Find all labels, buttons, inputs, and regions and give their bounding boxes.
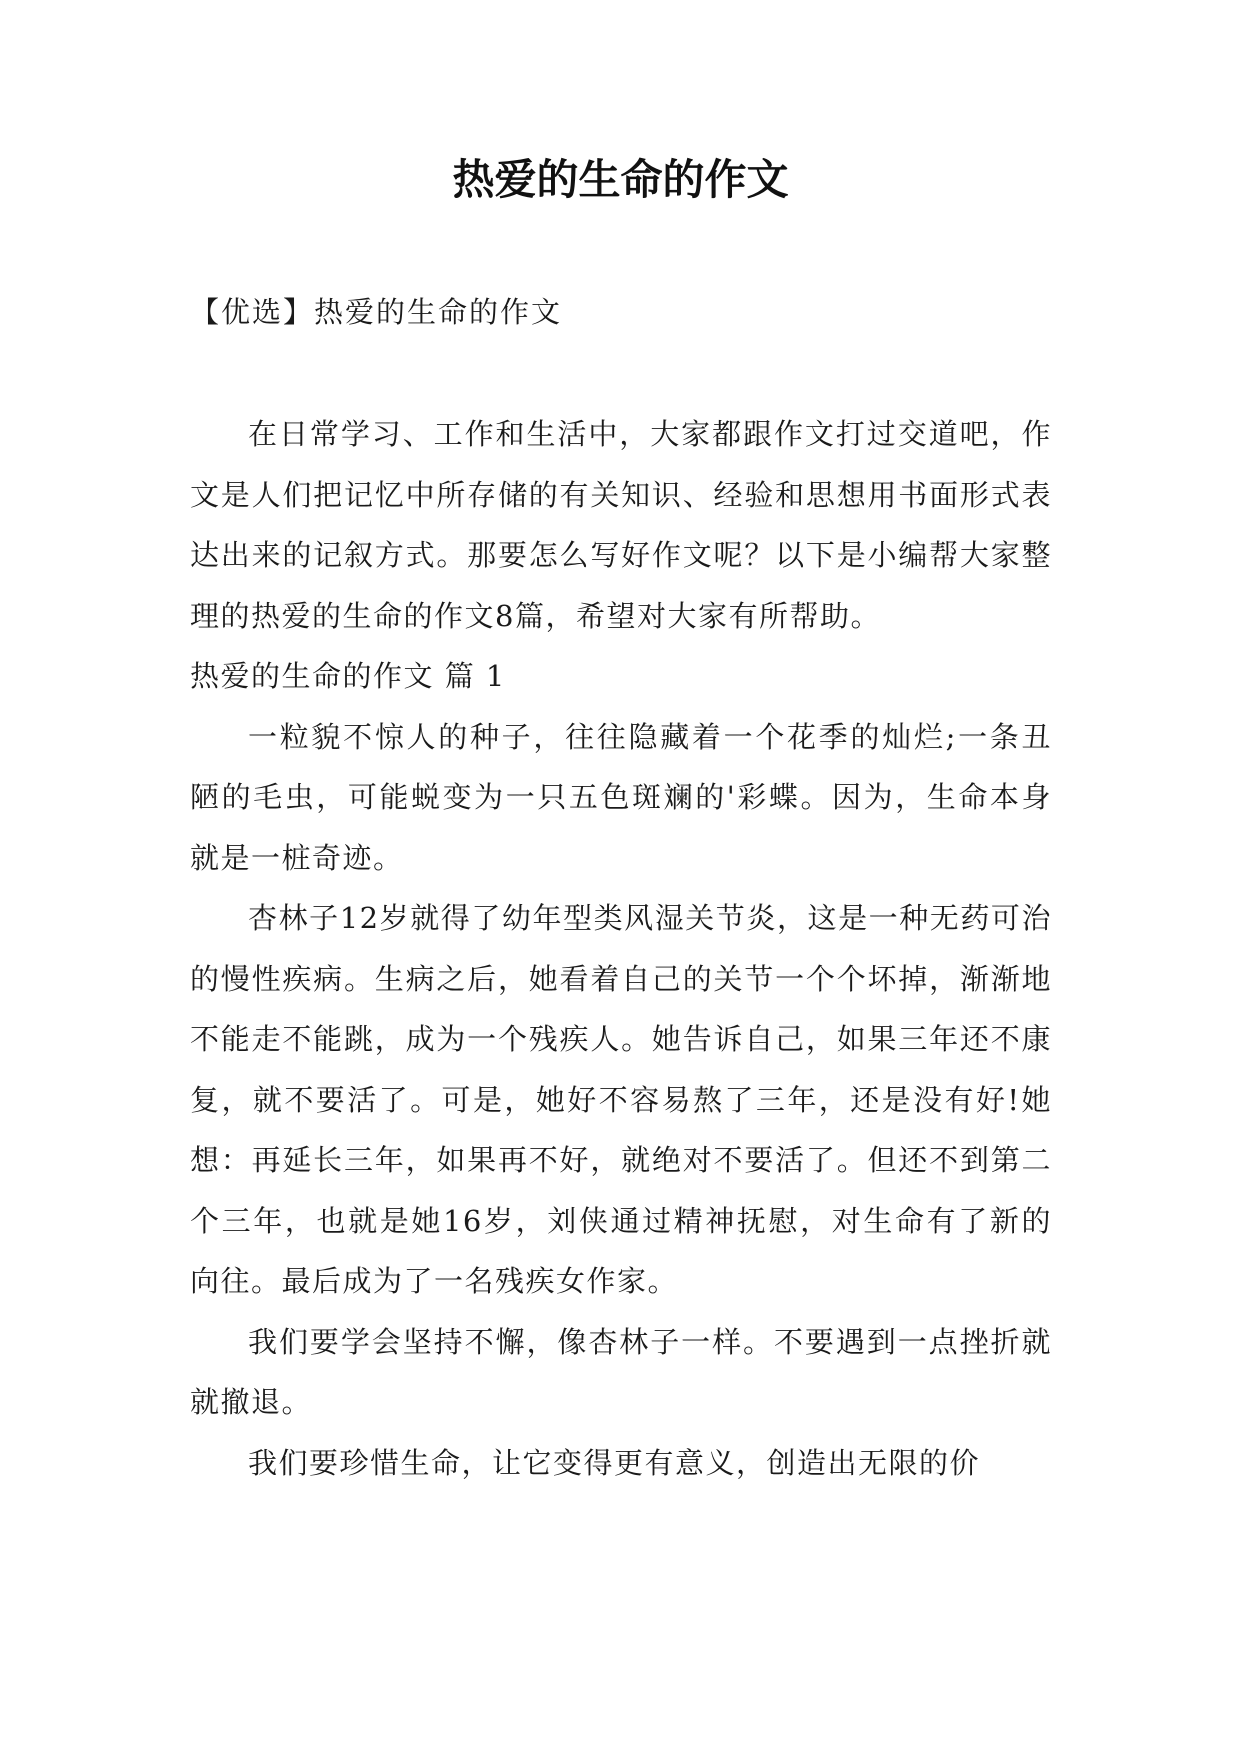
body-paragraph: 我们要学会坚持不懈，像杏林子一样。不要遇到一点挫折就就撤退。 bbox=[190, 1324, 1052, 1419]
document-subtitle: 【优选】热爱的生命的作文 bbox=[190, 295, 563, 329]
document-title: 热爱的生命的作文 bbox=[452, 155, 789, 204]
document-body bbox=[190, 404, 1052, 1493]
section-heading: 热爱的生命的作文 篇 1 bbox=[190, 659, 506, 693]
body-paragraph: 我们要珍惜生命，让它变得更有意义，创造出无限的价 bbox=[248, 1445, 981, 1480]
body-paragraph: 杏林子12岁就得了幼年型类风湿关节炎，这是一种无药可治的慢性疾病。生病之后，她看着自己的关节一个个坏掉，渐渐地不能走不能跳，成为一个残疾人。她告诉自己，如果三年还不康复，就不要活了。可是，她好不容易熬了三年，还是没有好!她想：再延长三年，如果再不好，就绝对不要活了。但还不到第二个三年，也就是她16岁，刘侠通过精神抚慰，对生命有了新的向往。最后成为了一名残疾女作家。 bbox=[190, 901, 1052, 1298]
body-paragraph: 一粒貌不惊人的种子，往往隐藏着一个花季的灿烂;一条丑陋的毛虫，可能蜕变为一只五色斑斓的'彩蝶。因为，生命本身就是一桩奇迹。 bbox=[190, 719, 1052, 875]
intro-paragraph: 在日常学习、工作和生活中，大家都跟作文打过交道吧，作文是人们把记忆中所存储的有关知识、经验和思想用书面形式表达出来的记叙方式。那要怎么写好作文呢？以下是小编帮大家整理的热爱的生命的作文8篇，希望对大家有所帮助。 bbox=[190, 417, 1052, 633]
